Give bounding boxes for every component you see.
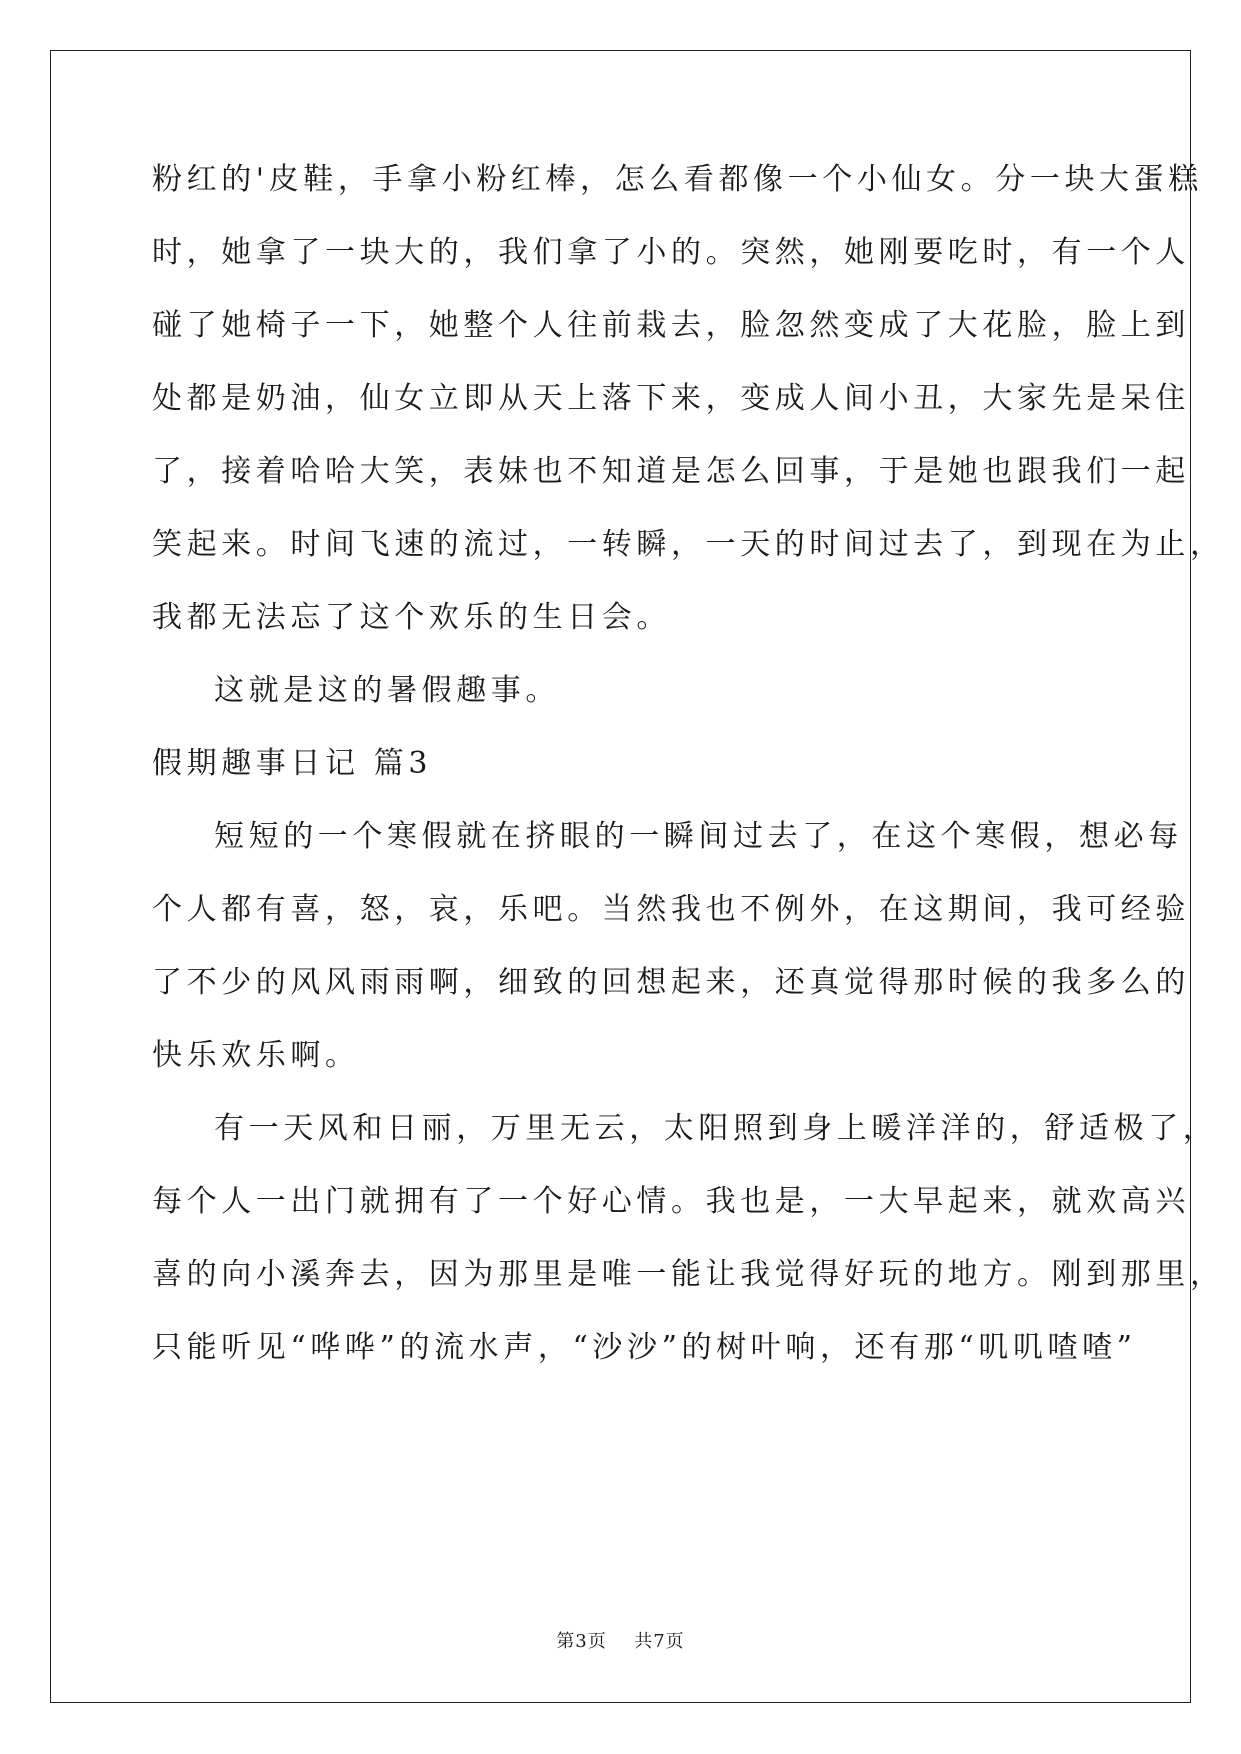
text-line: 我都无法忘了这个欢乐的生日会。 [152,600,671,635]
text-line: 处都是奶油，仙女立即从天上落下来，变成人间小丑，大家先是呆住 [152,381,1190,416]
text-line: 时，她拿了一块大的，我们拿了小的。突然，她刚要吃时，有一个人 [152,235,1190,270]
page-total: 共7页 [634,1631,685,1652]
page-number: 第3页 [556,1631,607,1652]
page-footer [0,1627,1241,1653]
text-line: 笑起来。时间飞速的流过，一转瞬，一天的时间过去了，到现在为止， [152,527,1225,562]
text-line: 有一天风和日丽，万里无云，太阳照到身上暖洋洋的，舒适极了， [214,1111,1218,1146]
text-line: 碰了她椅子一下，她整个人往前栽去，脸忽然变成了大花脸，脸上到 [152,308,1190,343]
text-line: 短短的一个寒假就在挤眼的一瞬间过去了，在这个寒假，想必每 [214,819,1183,854]
section-heading: 假期趣事日记 篇3 [152,746,433,781]
text-line: 喜的向小溪奔去，因为那里是唯一能让我觉得好玩的地方。刚到那里， [152,1257,1225,1292]
text-line: 只能听见“哗哗”的流水声，“沙沙”的树叶响，还有那“叽叽喳喳” [152,1330,1137,1365]
text-line: 了不少的风风雨雨啊，细致的回想起来，还真觉得那时候的我多么的 [152,965,1190,1000]
text-line: 粉红的'皮鞋，手拿小粉红棒，怎么看都像一个小仙女。分一块大蛋糕 [152,162,1203,197]
page-border [50,50,1191,1703]
text-line: 个人都有喜，怒，哀，乐吧。当然我也不例外，在这期间，我可经验 [152,892,1190,927]
text-line: 每个人一出门就拥有了一个好心情。我也是，一大早起来，就欢高兴 [152,1184,1190,1219]
text-line: 快乐欢乐啊。 [152,1038,360,1073]
text-line: 了，接着哈哈大笑，表妹也不知道是怎么回事，于是她也跟我们一起 [152,454,1190,489]
text-line: 这就是这的暑假趣事。 [214,673,560,708]
